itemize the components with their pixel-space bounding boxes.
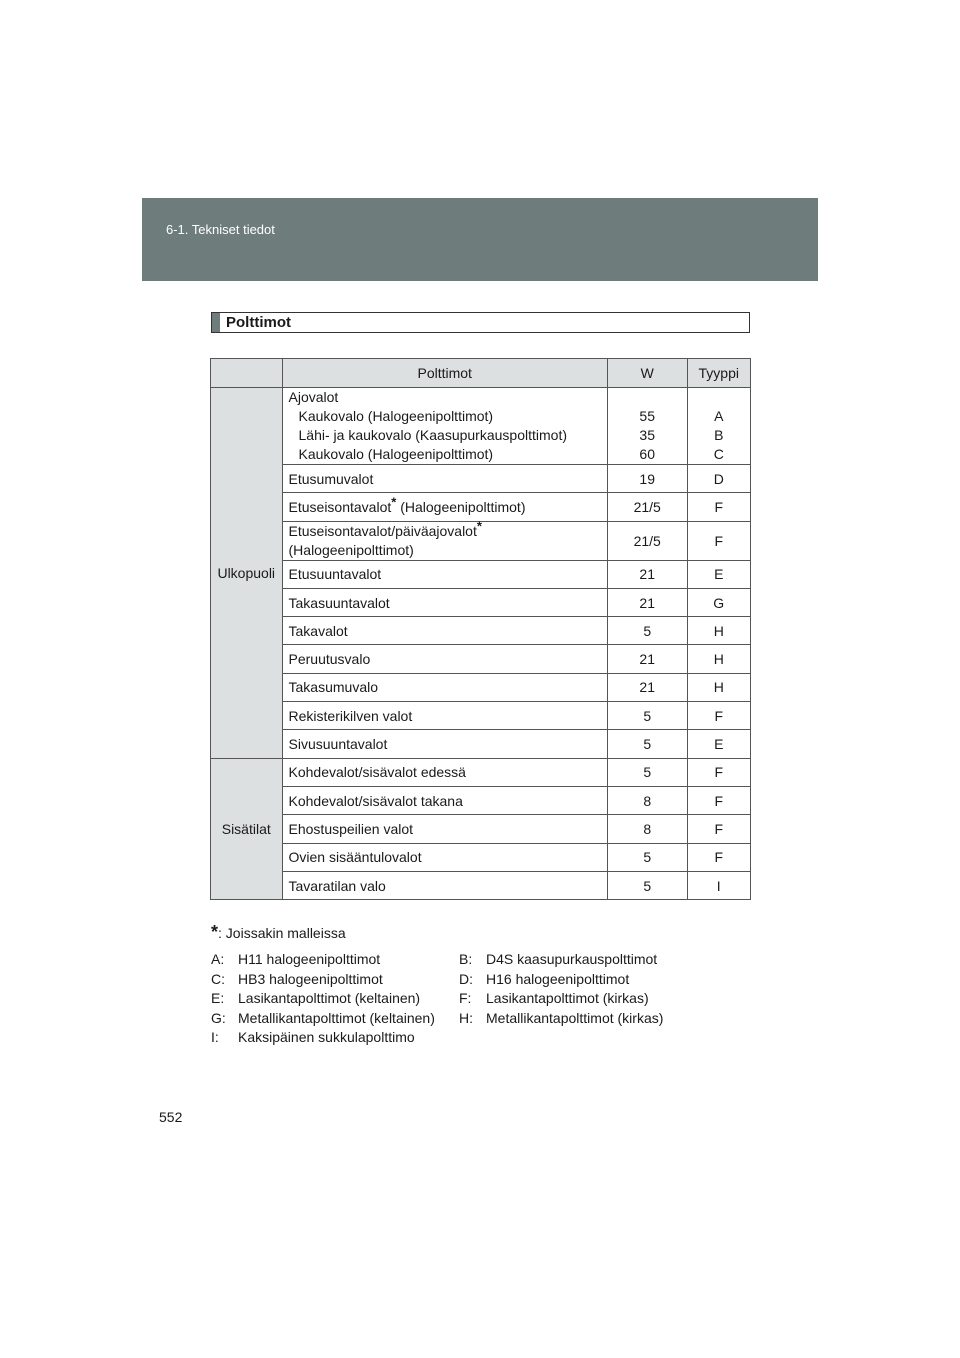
legend-row — [211, 989, 751, 1009]
type-value: A — [714, 408, 724, 424]
table-row — [211, 730, 751, 758]
bulb-watt: 21 — [607, 560, 687, 588]
bulb-type: E — [687, 730, 751, 758]
legend-value: Lasikantapolttimot (keltainen) — [238, 990, 421, 1006]
legend-item — [211, 989, 459, 1009]
bulb-watt: 21 — [607, 588, 687, 616]
legend-value: HB3 halogeenipolttimot — [238, 970, 383, 987]
table-row — [211, 871, 751, 899]
bulb-watt: 5 — [607, 871, 687, 899]
chapter-header — [142, 198, 818, 281]
bulb-type: F — [687, 815, 751, 843]
table-row — [211, 702, 751, 730]
legend-item — [211, 970, 459, 990]
table-header-row — [211, 359, 751, 388]
bulb-name: Kohdevalot/sisävalot edessä — [282, 758, 607, 786]
table-row — [211, 786, 751, 814]
bulb-name: Ehostuspeilien valot — [282, 815, 607, 843]
bulb-watt: 21/5 — [607, 521, 687, 560]
bulb-watt: 19 — [607, 465, 687, 493]
bulb-watt: 5 — [607, 702, 687, 730]
legend-key: G: — [211, 1009, 226, 1026]
table-row — [211, 493, 751, 521]
bulb-name: Kohdevalot/sisävalot takana — [282, 786, 607, 814]
watt-value: 55 — [639, 408, 655, 424]
watt-value: 35 — [639, 427, 655, 443]
legend-item — [211, 1009, 459, 1029]
group-interior: Sisätilat — [211, 758, 283, 899]
type-legend — [211, 950, 751, 1048]
page-number: 552 — [159, 1109, 183, 1125]
type-value: B — [714, 427, 724, 443]
legend-key: E: — [211, 990, 225, 1006]
bulb-watt: 5 — [607, 730, 687, 758]
legend-key: B: — [459, 951, 473, 967]
bulb-type: G — [687, 588, 751, 616]
bulb-name — [282, 493, 607, 521]
legend-row — [211, 1028, 751, 1048]
bulb-name: Takavalot — [282, 617, 607, 645]
legend-key: D: — [459, 970, 473, 987]
bulb-name: Peruutusvalo — [282, 645, 607, 673]
footnote-star: * — [391, 494, 397, 510]
legend-row — [211, 970, 751, 990]
bulb-type: H — [687, 617, 751, 645]
bulb-type: F — [687, 758, 751, 786]
bulb-name-main: Etuseisontavalot — [288, 498, 392, 515]
breadcrumb: 6-1. Tekniset tiedot — [166, 222, 275, 237]
bulb-watt: 5 — [607, 843, 687, 871]
footnote-star: * — [211, 922, 219, 942]
table-row — [211, 465, 751, 493]
bulb-type: F — [687, 843, 751, 871]
bulb-name: Sivusuuntavalot — [282, 730, 607, 758]
table-row — [211, 521, 751, 560]
table-row — [211, 758, 751, 786]
header-bulb: Polttimot — [282, 359, 607, 388]
bulb-name: Takasuuntavalot — [282, 588, 607, 616]
legend-item — [459, 970, 707, 990]
type-value: C — [713, 446, 724, 462]
bulb-type: F — [687, 786, 751, 814]
bulb-name-main: Ajovalot — [288, 389, 339, 405]
legend-item — [459, 989, 707, 1009]
bulb-watt: 5 — [607, 617, 687, 645]
header-group — [211, 359, 283, 388]
legend-row — [211, 950, 751, 970]
section-title-box — [211, 312, 750, 333]
legend-value: D4S kaasupurkauspolttimot — [486, 951, 658, 967]
bulb-name-main: Etuseisontavalot/päiväajovalot — [288, 522, 477, 539]
bulb-type: H — [687, 645, 751, 673]
section-title-accent — [212, 313, 220, 332]
bulb-sublabel: Kaukovalo (Halogeenipolttimot) — [298, 446, 494, 462]
legend-item — [211, 950, 459, 970]
table-row — [211, 560, 751, 588]
table-row — [211, 388, 751, 465]
bulb-watt: 5 — [607, 758, 687, 786]
bulb-sublabel: Lähi- ja kaukovalo (Kaasupurkauspolttimot) — [298, 427, 567, 443]
bulb-name-line2: (Halogeenipolttimot) — [288, 541, 414, 558]
bulb-name: Etusuuntavalot — [282, 560, 607, 588]
legend-value: H11 halogeenipolttimot — [238, 951, 381, 967]
legend-row — [211, 1009, 751, 1029]
bulb-type: F — [687, 521, 751, 560]
bulb-type: E — [687, 560, 751, 588]
bulb-watt: 8 — [607, 786, 687, 814]
watt-value: 60 — [639, 446, 655, 462]
bulb-name — [282, 517, 607, 560]
bulb-name: Rekisterikilven valot — [282, 702, 607, 730]
bulb-watt: 21 — [607, 645, 687, 673]
legend-value: Metallikantapolttimot (kirkas) — [486, 1009, 664, 1026]
header-type: Tyyppi — [687, 359, 751, 388]
bulb-name: Tavaratilan valo — [282, 871, 607, 899]
bulb-name — [282, 388, 607, 465]
group-exterior: Ulkopuoli — [211, 388, 283, 759]
legend-item — [459, 950, 707, 970]
bulb-type — [687, 388, 751, 465]
bulb-type: F — [687, 493, 751, 521]
legend-key: F: — [459, 990, 472, 1006]
footnote-star: * — [476, 517, 482, 533]
bulb-watt: 21/5 — [607, 493, 687, 521]
footnote-text: : Joissakin malleissa — [218, 925, 346, 941]
table-row — [211, 617, 751, 645]
table-row — [211, 815, 751, 843]
bulb-sublabel: Kaukovalo (Halogeenipolttimot) — [298, 408, 494, 424]
legend-item — [459, 1009, 707, 1029]
table-row — [211, 843, 751, 871]
legend-value: Kaksipäinen sukkulapolttimo — [238, 1029, 415, 1045]
bulb-type: F — [687, 702, 751, 730]
bulb-name: Ovien sisääntulovalot — [282, 843, 607, 871]
legend-key: I: — [211, 1029, 219, 1045]
bulb-watt — [607, 388, 687, 465]
bulb-watt: 8 — [607, 815, 687, 843]
bulb-name: Takasumuvalo — [282, 673, 607, 701]
header-watt: W — [607, 359, 687, 388]
bulb-type: D — [687, 465, 751, 493]
footnote — [211, 922, 346, 943]
bulb-name-suffix: (Halogeenipolttimot) — [396, 498, 526, 515]
legend-key: A: — [211, 951, 225, 967]
section-title: Polttimot — [226, 314, 291, 331]
table-row — [211, 645, 751, 673]
legend-value: Metallikantapolttimot (keltainen) — [238, 1009, 435, 1026]
bulb-watt: 21 — [607, 673, 687, 701]
bulb-type: I — [687, 871, 751, 899]
legend-key: C: — [211, 970, 225, 987]
legend-value: Lasikantapolttimot (kirkas) — [486, 990, 649, 1006]
legend-item — [211, 1028, 459, 1048]
legend-key: H: — [459, 1009, 473, 1026]
table-row — [211, 673, 751, 701]
table-row — [211, 588, 751, 616]
bulb-table — [210, 358, 751, 900]
bulb-name: Etusumuvalot — [282, 465, 607, 493]
legend-value: H16 halogeenipolttimot — [486, 970, 630, 987]
bulb-type: H — [687, 673, 751, 701]
